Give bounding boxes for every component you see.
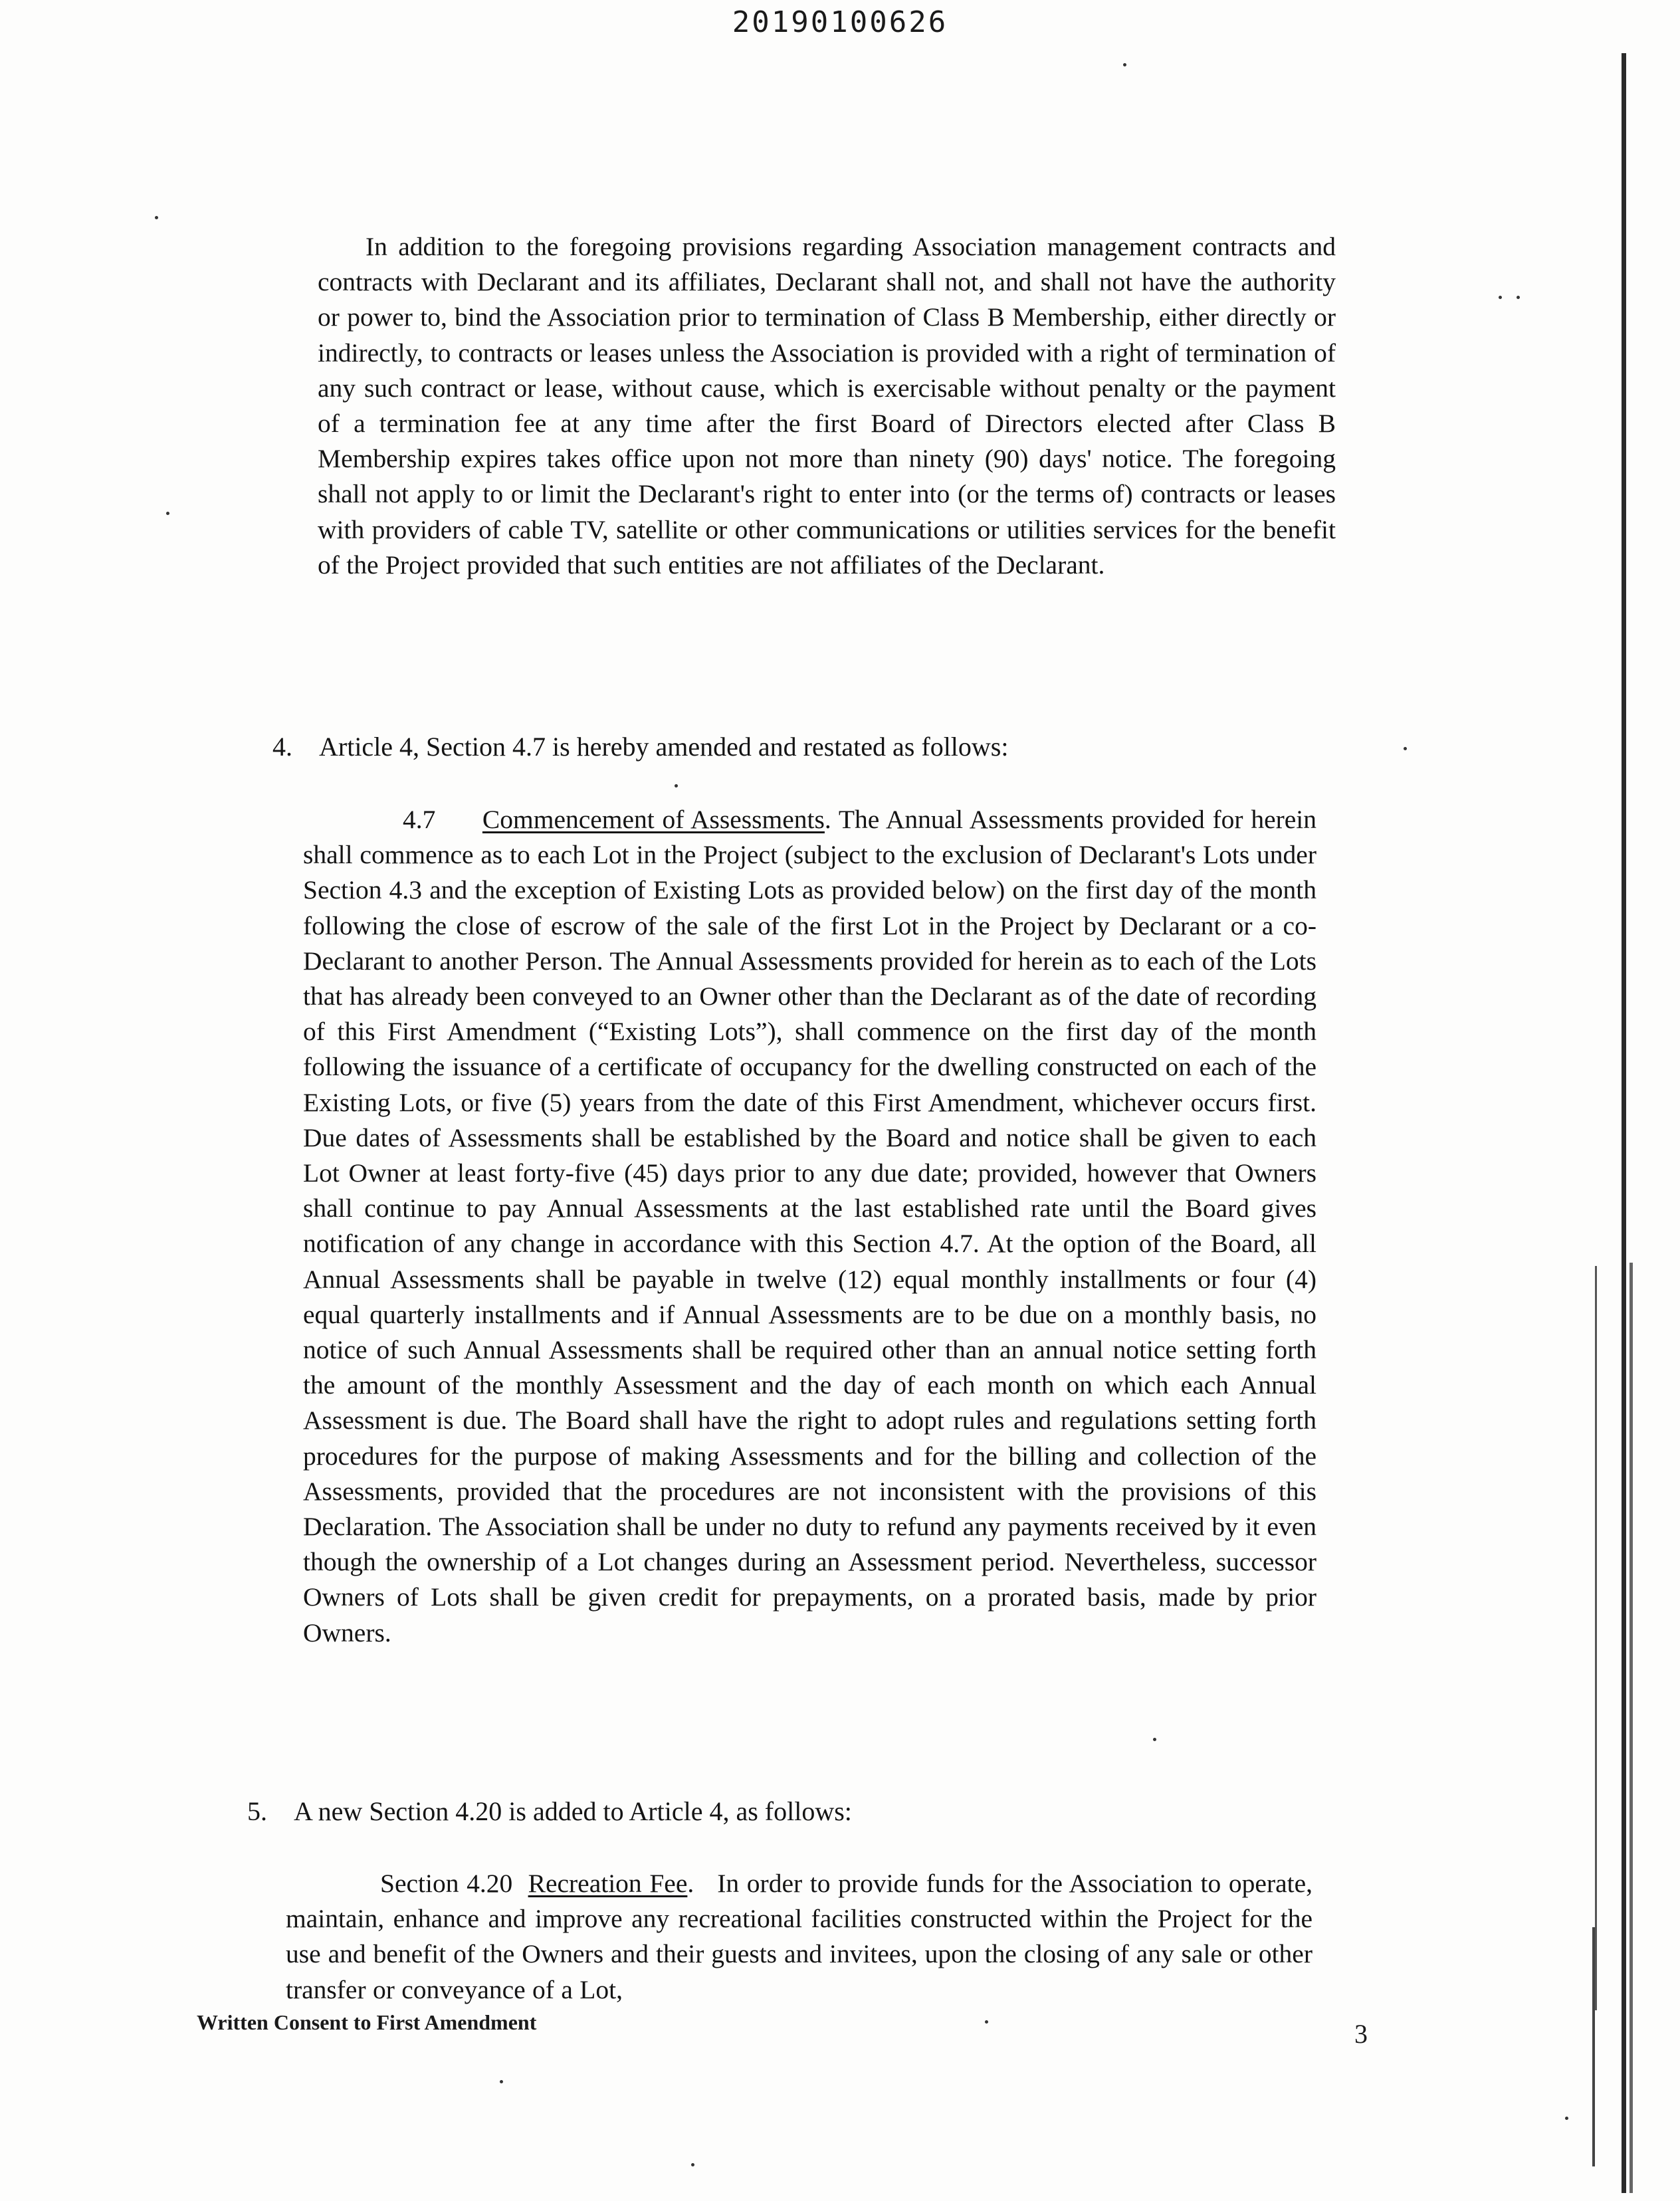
section-4-20-text: In order to provide funds for the Association to operate, maintain, enhance and improve any recreational facilities constructed within the Project for the use and benefit of the Owners and their guests and invitees, upon the closing of any sale or other transfer or conveyance of a Lot, [286,1869,1313,2004]
section-4-20-title: Recreation Fee [528,1869,688,1898]
item-5-number: 5. [247,1796,267,1826]
section-4-20-paragraph [286,1866,1312,2008]
footer-title: Written Consent to First Amendment [197,2010,537,2034]
section-4-7-title-punct: . [824,805,831,834]
scan-speck [985,2020,988,2024]
page-number: 3 [1354,2019,1368,2049]
amendment-item-5 [247,1794,1271,1829]
item-4-text: Article 4, Section 4.7 is hereby amended and restated as follows: [319,732,1009,762]
scan-speck [1153,1738,1156,1741]
scan-speck [1565,2117,1568,2120]
scan-speck [166,512,169,515]
section-4-7-number: 4.7 [403,805,436,834]
section-4-7-paragraph [303,802,1316,1651]
scan-speck [1404,747,1407,750]
section-4-20-title-punct: . [687,1869,694,1898]
document-number: 20190100626 [732,5,948,39]
scan-speck [691,2163,694,2166]
section-4-20-number: Section 4.20 [380,1869,513,1898]
scan-speck [500,2080,503,2083]
scan-edge-line [1629,1263,1633,2193]
scan-speck [675,784,678,787]
amendment-item-4 [272,730,1269,764]
scan-edge-line [1595,1266,1597,2010]
scan-speck [1123,63,1126,66]
scan-speck [155,216,158,219]
section-4-7-title: Commencement of Assessments [482,805,825,834]
item-5-text: A new Section 4.20 is added to Article 4, as follows: [294,1796,852,1826]
scan-speck [1517,296,1520,299]
scan-speck [1499,296,1502,299]
item-4-number: 4. [272,732,292,762]
section-4-7-text: The Annual Assessments provided for herein shall commence as to each Lot in the Project (subject to the exclusion of Declarant's Lots under Section 4.3 and the exception of Existing Lots as provided below) on the first day of the month following the close of escrow of the sale of the first Lot in the Project by Declarant or a co-Declarant to another Person. The Annual Assessments provided for herein as to each of the Lots that has already been conveyed to an Owner other than the Declarant as of the date of recording of this First Amendment (“Existing Lots”), shall commence on the first day of the month following the issuance of a certificate of occupancy for the dwelling constructed on each of the Existing Lots, or five (5) years from the date of this First Amendment, whichever occurs first. Due dates of Assessments shall be established by the Board and notice shall be given to each Lot Owner at least forty-five (45) days prior to any due date; provided, however that Owners shall continue to pay Annual Assessments at the last established rate until the Board gives notification of any change in accordance with this Section 4.7. At the option of the Board, all Annual Assessments shall be payable in twelve (12) equal monthly installments or four (4) equal quarterly installments and if Annual Assessments are to be due on a monthly basis, no notice of such Annual Assessments shall be required other than an annual notice setting forth the amount of the monthly Assessment and the day of each month on which each Annual Assessment is due. The Board shall have the right to adopt rules and regulations setting forth procedures for the purpose of making Assessments and for the billing and collection of the Assessments, provided that the procedures are not inconsistent with the provisions of this Declaration. The Association shall be under no duty to refund any payments received by it even though the ownership of a Lot changes during an Assessment period. Nevertheless, successor Owners of Lots shall be given credit for prepayments, on a prorated basis, made by prior Owners. [303,805,1317,1647]
intro-paragraph: In addition to the foregoing provisions regarding Association management contracts and contracts with Declarant and its affiliates, Declarant shall not, and shall not have the authority or power to, bind the Association prior to termination of Class B Membership, either directly or indirectly, to contracts or leases unless the Association is provided with a right of termination of any such contract or lease, without cause, which is exercisable without penalty or the payment of a termination fee at any time after the first Board of Directors elected after Class B Membership expires takes office upon not more than ninety (90) days' notice. The foregoing shall not apply to or limit the Declarant's right to enter into (or the terms of) contracts or leases with providers of cable TV, satellite or other communications or utilities services for the benefit of the Project provided that such entities are not affiliates of the Declarant. [318,232,1336,579]
scan-edge-line [1592,1927,1595,2166]
scan-edge-line [1622,53,1626,2193]
